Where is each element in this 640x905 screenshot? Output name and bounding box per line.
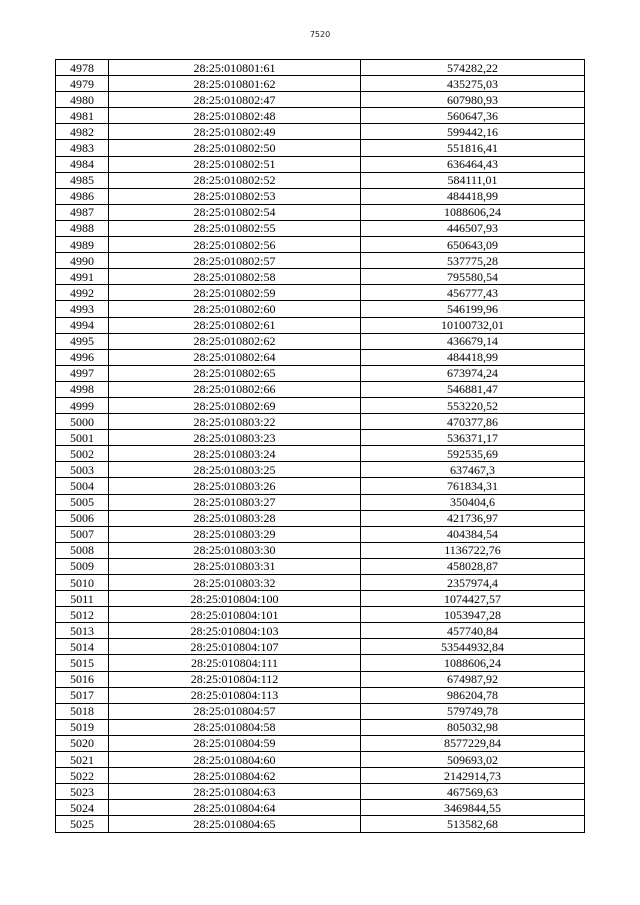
table-row <box>56 204 585 220</box>
row-number-cell: 5007 <box>56 526 109 542</box>
cadastral-number-cell: 28:25:010804:101 <box>109 607 361 623</box>
table-row <box>56 816 585 832</box>
row-number-cell: 5010 <box>56 575 109 591</box>
cadastral-number-cell: 28:25:010802:51 <box>109 156 361 172</box>
table-row <box>56 108 585 124</box>
cadastral-value-table <box>55 59 585 833</box>
cadastral-value-cell: 404384,54 <box>361 526 585 542</box>
row-number-cell: 5017 <box>56 687 109 703</box>
cadastral-value-cell: 509693,02 <box>361 752 585 768</box>
table-row <box>56 623 585 639</box>
table-row <box>56 220 585 236</box>
table-row <box>56 526 585 542</box>
row-number-cell: 5014 <box>56 639 109 655</box>
cadastral-value-cell: 458028,87 <box>361 558 585 574</box>
row-number-cell: 4988 <box>56 220 109 236</box>
cadastral-value-cell: 53544932,84 <box>361 639 585 655</box>
row-number-cell: 4986 <box>56 188 109 204</box>
cadastral-value-cell: 553220,52 <box>361 397 585 413</box>
cadastral-number-cell: 28:25:010804:62 <box>109 768 361 784</box>
row-number-cell: 4981 <box>56 108 109 124</box>
row-number-cell: 5021 <box>56 752 109 768</box>
cadastral-number-cell: 28:25:010804:113 <box>109 687 361 703</box>
table-row <box>56 784 585 800</box>
table-row <box>56 140 585 156</box>
row-number-cell: 5018 <box>56 703 109 719</box>
cadastral-number-cell: 28:25:010802:58 <box>109 269 361 285</box>
table-row <box>56 365 585 381</box>
row-number-cell: 4994 <box>56 317 109 333</box>
row-number-cell: 4998 <box>56 381 109 397</box>
page-number: 7520 <box>309 30 331 39</box>
row-number-cell: 5016 <box>56 671 109 687</box>
cadastral-number-cell: 28:25:010802:60 <box>109 301 361 317</box>
row-number-cell: 4990 <box>56 253 109 269</box>
row-number-cell: 5009 <box>56 558 109 574</box>
table-row <box>56 253 585 269</box>
table-row <box>56 414 585 430</box>
table-row <box>56 237 585 253</box>
cadastral-number-cell: 28:25:010802:62 <box>109 333 361 349</box>
cadastral-value-cell: 484418,99 <box>361 188 585 204</box>
cadastral-number-cell: 28:25:010803:23 <box>109 430 361 446</box>
cadastral-value-cell: 1088606,24 <box>361 204 585 220</box>
cadastral-value-cell: 761834,31 <box>361 478 585 494</box>
cadastral-number-cell: 28:25:010803:24 <box>109 446 361 462</box>
row-number-cell: 4996 <box>56 349 109 365</box>
cadastral-value-cell: 536371,17 <box>361 430 585 446</box>
cadastral-number-cell: 28:25:010802:50 <box>109 140 361 156</box>
cadastral-number-cell: 28:25:010802:47 <box>109 92 361 108</box>
cadastral-number-cell: 28:25:010802:57 <box>109 253 361 269</box>
cadastral-value-cell: 673974,24 <box>361 365 585 381</box>
cadastral-number-cell: 28:25:010804:57 <box>109 703 361 719</box>
table-row <box>56 462 585 478</box>
cadastral-number-cell: 28:25:010804:103 <box>109 623 361 639</box>
cadastral-value-cell: 986204,78 <box>361 687 585 703</box>
cadastral-number-cell: 28:25:010804:58 <box>109 719 361 735</box>
cadastral-value-cell: 650643,09 <box>361 237 585 253</box>
cadastral-number-cell: 28:25:010803:29 <box>109 526 361 542</box>
table-row <box>56 510 585 526</box>
table-row <box>56 269 585 285</box>
cadastral-number-cell: 28:25:010802:48 <box>109 108 361 124</box>
cadastral-number-cell: 28:25:010802:56 <box>109 237 361 253</box>
cadastral-value-cell: 1074427,57 <box>361 591 585 607</box>
table-row <box>56 671 585 687</box>
row-number-cell: 5006 <box>56 510 109 526</box>
row-number-cell: 5003 <box>56 462 109 478</box>
cadastral-number-cell: 28:25:010803:27 <box>109 494 361 510</box>
cadastral-value-cell: 637467,3 <box>361 462 585 478</box>
table-row <box>56 752 585 768</box>
table-row <box>56 607 585 623</box>
cadastral-value-cell: 560647,36 <box>361 108 585 124</box>
row-number-cell: 5013 <box>56 623 109 639</box>
cadastral-number-cell: 28:25:010804:107 <box>109 639 361 655</box>
cadastral-number-cell: 28:25:010803:22 <box>109 414 361 430</box>
table-row <box>56 575 585 591</box>
table-row <box>56 446 585 462</box>
cadastral-value-cell: 421736,97 <box>361 510 585 526</box>
row-number-cell: 4985 <box>56 172 109 188</box>
cadastral-number-cell: 28:25:010804:100 <box>109 591 361 607</box>
cadastral-number-cell: 28:25:010803:32 <box>109 575 361 591</box>
row-number-cell: 5004 <box>56 478 109 494</box>
cadastral-number-cell: 28:25:010802:64 <box>109 349 361 365</box>
cadastral-number-cell: 28:25:010802:59 <box>109 285 361 301</box>
cadastral-value-cell: 546199,96 <box>361 301 585 317</box>
table-row <box>56 430 585 446</box>
cadastral-value-cell: 435275,03 <box>361 76 585 92</box>
cadastral-number-cell: 28:25:010802:49 <box>109 124 361 140</box>
cadastral-number-cell: 28:25:010802:55 <box>109 220 361 236</box>
cadastral-number-cell: 28:25:010804:112 <box>109 671 361 687</box>
row-number-cell: 4978 <box>56 60 109 76</box>
table-row <box>56 156 585 172</box>
row-number-cell: 4995 <box>56 333 109 349</box>
cadastral-value-cell: 2142914,73 <box>361 768 585 784</box>
cadastral-value-cell: 350404,6 <box>361 494 585 510</box>
row-number-cell: 5019 <box>56 719 109 735</box>
table-row <box>56 494 585 510</box>
cadastral-value-cell: 1136722,76 <box>361 542 585 558</box>
cadastral-value-cell: 3469844,55 <box>361 800 585 816</box>
cadastral-value-cell: 457740,84 <box>361 623 585 639</box>
table-row <box>56 285 585 301</box>
cadastral-number-cell: 28:25:010801:61 <box>109 60 361 76</box>
row-number-cell: 5024 <box>56 800 109 816</box>
row-number-cell: 4987 <box>56 204 109 220</box>
table-row <box>56 591 585 607</box>
cadastral-number-cell: 28:25:010804:63 <box>109 784 361 800</box>
cadastral-number-cell: 28:25:010804:65 <box>109 816 361 832</box>
table-row <box>56 703 585 719</box>
cadastral-number-cell: 28:25:010804:64 <box>109 800 361 816</box>
table-row <box>56 301 585 317</box>
cadastral-number-cell: 28:25:010803:26 <box>109 478 361 494</box>
cadastral-value-cell: 795580,54 <box>361 269 585 285</box>
row-number-cell: 5005 <box>56 494 109 510</box>
cadastral-number-cell: 28:25:010804:111 <box>109 655 361 671</box>
table-row <box>56 333 585 349</box>
cadastral-value-cell: 513582,68 <box>361 816 585 832</box>
cadastral-value-cell: 592535,69 <box>361 446 585 462</box>
cadastral-value-cell: 537775,28 <box>361 253 585 269</box>
row-number-cell: 4992 <box>56 285 109 301</box>
table-row <box>56 349 585 365</box>
cadastral-value-cell: 1088606,24 <box>361 655 585 671</box>
cadastral-value-cell: 436679,14 <box>361 333 585 349</box>
cadastral-value-cell: 2357974,4 <box>361 575 585 591</box>
cadastral-value-cell: 551816,41 <box>361 140 585 156</box>
cadastral-value-cell: 584111,01 <box>361 172 585 188</box>
cadastral-value-cell: 467569,63 <box>361 784 585 800</box>
cadastral-value-cell: 446507,93 <box>361 220 585 236</box>
row-number-cell: 5011 <box>56 591 109 607</box>
row-number-cell: 5023 <box>56 784 109 800</box>
cadastral-number-cell: 28:25:010802:52 <box>109 172 361 188</box>
row-number-cell: 5025 <box>56 816 109 832</box>
row-number-cell: 4983 <box>56 140 109 156</box>
table-row <box>56 687 585 703</box>
table-row <box>56 768 585 784</box>
cadastral-number-cell: 28:25:010802:66 <box>109 381 361 397</box>
table-row <box>56 542 585 558</box>
cadastral-number-cell: 28:25:010803:28 <box>109 510 361 526</box>
cadastral-value-cell: 674987,92 <box>361 671 585 687</box>
cadastral-value-cell: 579749,78 <box>361 703 585 719</box>
cadastral-value-cell: 484418,99 <box>361 349 585 365</box>
cadastral-number-cell: 28:25:010803:30 <box>109 542 361 558</box>
cadastral-number-cell: 28:25:010804:59 <box>109 735 361 751</box>
row-number-cell: 5020 <box>56 735 109 751</box>
table-row <box>56 800 585 816</box>
table-row <box>56 76 585 92</box>
row-number-cell: 5002 <box>56 446 109 462</box>
table-row <box>56 655 585 671</box>
cadastral-number-cell: 28:25:010804:60 <box>109 752 361 768</box>
cadastral-value-cell: 574282,22 <box>361 60 585 76</box>
table-row <box>56 639 585 655</box>
table-row <box>56 397 585 413</box>
cadastral-value-cell: 546881,47 <box>361 381 585 397</box>
table-row <box>56 92 585 108</box>
cadastral-number-cell: 28:25:010803:31 <box>109 558 361 574</box>
cadastral-value-cell: 456777,43 <box>361 285 585 301</box>
cadastral-number-cell: 28:25:010802:53 <box>109 188 361 204</box>
table-row <box>56 558 585 574</box>
table-row <box>56 478 585 494</box>
cadastral-number-cell: 28:25:010802:61 <box>109 317 361 333</box>
table-row <box>56 124 585 140</box>
table-row <box>56 172 585 188</box>
cadastral-value-cell: 599442,16 <box>361 124 585 140</box>
cadastral-value-cell: 8577229,84 <box>361 735 585 751</box>
row-number-cell: 4991 <box>56 269 109 285</box>
table-body <box>56 60 585 833</box>
table-row <box>56 381 585 397</box>
row-number-cell: 5012 <box>56 607 109 623</box>
table-row <box>56 188 585 204</box>
row-number-cell: 5022 <box>56 768 109 784</box>
cadastral-number-cell: 28:25:010802:69 <box>109 397 361 413</box>
cadastral-value-cell: 470377,86 <box>361 414 585 430</box>
row-number-cell: 4980 <box>56 92 109 108</box>
cadastral-number-cell: 28:25:010802:54 <box>109 204 361 220</box>
table-row <box>56 317 585 333</box>
row-number-cell: 4984 <box>56 156 109 172</box>
table-row <box>56 735 585 751</box>
cadastral-value-cell: 607980,93 <box>361 92 585 108</box>
row-number-cell: 4979 <box>56 76 109 92</box>
row-number-cell: 5008 <box>56 542 109 558</box>
table-row <box>56 60 585 76</box>
cadastral-value-cell: 1053947,28 <box>361 607 585 623</box>
row-number-cell: 5015 <box>56 655 109 671</box>
row-number-cell: 4982 <box>56 124 109 140</box>
cadastral-number-cell: 28:25:010803:25 <box>109 462 361 478</box>
cadastral-value-cell: 636464,43 <box>361 156 585 172</box>
row-number-cell: 4989 <box>56 237 109 253</box>
row-number-cell: 4993 <box>56 301 109 317</box>
row-number-cell: 5000 <box>56 414 109 430</box>
row-number-cell: 5001 <box>56 430 109 446</box>
cadastral-number-cell: 28:25:010802:65 <box>109 365 361 381</box>
cadastral-number-cell: 28:25:010801:62 <box>109 76 361 92</box>
cadastral-value-cell: 805032,98 <box>361 719 585 735</box>
row-number-cell: 4999 <box>56 397 109 413</box>
cadastral-value-cell: 10100732,01 <box>361 317 585 333</box>
row-number-cell: 4997 <box>56 365 109 381</box>
table-row <box>56 719 585 735</box>
